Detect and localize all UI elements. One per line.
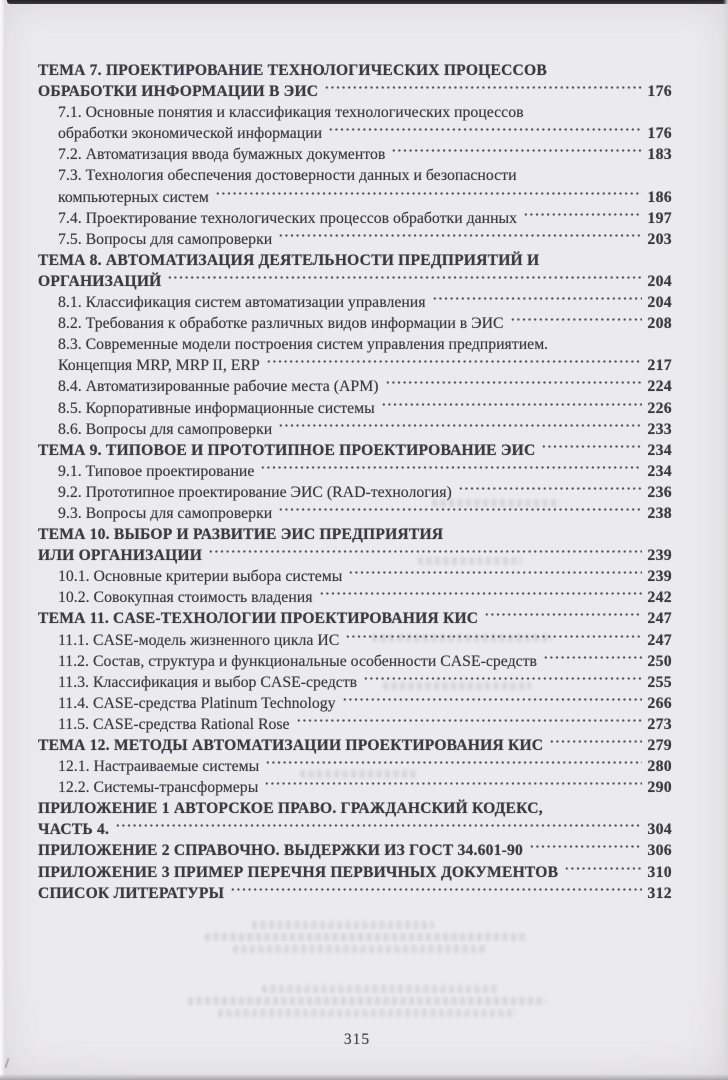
toc-entry-text: 10.1. Основные критерии выбора системы — [58, 568, 343, 586]
toc-page-number: 279 — [647, 737, 672, 754]
dot-leader — [540, 442, 642, 455]
toc-page-number: 312 — [647, 884, 672, 902]
toc-entry-text: 9.3. Вопросы для самопроверки — [58, 504, 273, 522]
toc-page-number: 238 — [647, 504, 672, 522]
toc-page-number: 290 — [647, 779, 672, 797]
toc-entry-text: ОРГАНИЗАЦИЙ — [38, 272, 162, 290]
toc-line — [38, 503, 672, 524]
toc-page-number: 208 — [647, 315, 672, 333]
toc-line — [38, 714, 672, 735]
toc-line — [38, 123, 672, 144]
toc-line — [38, 187, 672, 208]
dot-leader — [259, 463, 642, 476]
toc-entry-text: ТЕМА 10. ВЫБОР И РАЗВИТИЕ ЭИС ПРЕДПРИЯТИЯ — [38, 526, 444, 544]
toc-page-number: 233 — [647, 420, 672, 438]
toc-page-number: 203 — [647, 230, 672, 248]
toc-entry — [38, 292, 672, 313]
toc-entry — [38, 503, 672, 524]
toc-entry-text: ТЕМА 7. ПРОЕКТИРОВАНИЕ ТЕХНОЛОГИЧЕСКИХ ПРОЦЕССОВ — [38, 62, 547, 79]
toc-entry — [38, 735, 672, 756]
toc-line — [38, 735, 672, 756]
toc-page-number: 197 — [647, 209, 672, 227]
toc-line — [38, 102, 672, 123]
toc-entry — [38, 587, 672, 608]
bleed-through-artifact — [262, 985, 500, 993]
toc-line — [38, 566, 672, 587]
toc-page-number: 266 — [647, 694, 672, 712]
dot-leader — [431, 294, 643, 307]
toc-page-number: 226 — [647, 399, 672, 417]
toc-line — [38, 313, 672, 334]
toc-page-number: 280 — [647, 758, 672, 776]
toc-page-number: 242 — [647, 589, 672, 607]
toc-entry — [38, 608, 672, 629]
dot-leader — [277, 231, 642, 244]
toc-entry — [38, 524, 672, 566]
toc-entry-text: 7.5. Вопросы для самопроверки — [58, 230, 273, 248]
toc-line — [38, 883, 672, 904]
toc-entry-text: ПРИЛОЖЕНИЕ 3 ПРИМЕР ПЕРЕЧНЯ ПЕРВИЧНЫХ ДОКУМЕНТОВ — [38, 863, 559, 881]
dot-leader — [166, 273, 642, 286]
toc-line — [38, 229, 672, 250]
dot-leader — [263, 779, 642, 792]
toc-entry-text: СПИСОК ЛИТЕРАТУРЫ — [38, 884, 225, 902]
toc-page-number: 239 — [647, 547, 672, 565]
toc-line — [38, 271, 672, 292]
page-footer — [0, 1031, 714, 1049]
dot-leader — [207, 547, 642, 560]
toc-line — [38, 250, 672, 271]
toc-line — [38, 819, 672, 840]
toc-entry-text: компьютерных систем — [58, 188, 209, 206]
toc-entry-text: ПРИЛОЖЕНИЕ 2 СПРАВОЧНО. ВЫДЕРЖКИ ИЗ ГОСТ 34.601-90 — [38, 842, 523, 860]
toc-entry — [38, 777, 672, 798]
toc-line — [38, 608, 672, 629]
toc-line — [38, 777, 672, 798]
dot-leader — [344, 632, 642, 645]
dot-leader — [362, 674, 642, 687]
dot-leader — [295, 716, 643, 729]
toc-entry — [38, 798, 672, 840]
toc-entry-text: 7.1. Основные понятия и классификация технологических процессов — [58, 104, 524, 122]
toc-entry — [38, 229, 672, 250]
toc-page-number: 247 — [647, 631, 672, 649]
dot-leader — [509, 315, 643, 328]
toc-line — [38, 756, 672, 777]
toc-line — [38, 587, 672, 608]
toc-line — [38, 840, 672, 861]
toc-entry-text: 8.1. Классификация систем автоматизации управления — [58, 294, 426, 312]
toc-entry — [38, 714, 672, 735]
bleed-through-artifact — [218, 1009, 516, 1017]
scan-corner-mark — [5, 1058, 10, 1068]
toc-line — [38, 60, 672, 81]
toc-entry-text: 8.6. Вопросы для самопроверки — [58, 420, 273, 438]
toc-entry — [38, 208, 672, 229]
toc-page-number: 255 — [647, 673, 672, 691]
toc-entry-text: обработки экономической информации — [58, 125, 323, 143]
toc-line — [38, 334, 672, 355]
toc-entry — [38, 756, 672, 777]
toc-entry-text: Концепция MRP, MRP II, ERP — [58, 357, 260, 375]
toc-entry — [38, 693, 672, 714]
dot-leader — [341, 695, 643, 708]
toc-entry — [38, 144, 672, 165]
dot-leader — [563, 864, 642, 877]
toc-entry — [38, 862, 672, 883]
toc-entry — [38, 630, 672, 651]
toc-entry-text: 11.4. CASE-средства Platinum Technology — [58, 694, 336, 712]
toc-line — [38, 376, 672, 397]
toc-entry-text: 8.2. Требования к обработке различных видов информации в ЭИС — [58, 315, 504, 333]
toc-line — [38, 419, 672, 440]
dot-leader — [542, 653, 642, 666]
toc-entry — [38, 566, 672, 587]
toc-entry-text: 9.2. Прототипное проектирование ЭИС (RAD-технология) — [58, 483, 452, 501]
bleed-through-artifact — [252, 921, 434, 929]
dot-leader — [277, 421, 642, 434]
scan-edge-right — [723, 0, 728, 1080]
toc-entry-text: 8.3. Современные модели построения систем управления предприятием. — [58, 336, 549, 354]
toc-line — [38, 651, 672, 672]
toc-page-number: 239 — [647, 568, 672, 586]
toc-entry — [38, 651, 672, 672]
toc-page-number: 176 — [647, 83, 672, 101]
toc-entry-text: 11.2. Состав, структура и функциональные особенности CASE-средств — [58, 652, 537, 670]
toc-page-number: 273 — [647, 715, 672, 733]
dot-leader — [114, 821, 642, 834]
toc-entry — [38, 672, 672, 693]
toc-line — [38, 672, 672, 693]
toc-page-number: 204 — [647, 294, 672, 312]
dot-leader — [214, 189, 643, 202]
toc-entry — [38, 60, 672, 102]
toc-entry-text: 12.2. Системы-трансформеры — [58, 779, 259, 797]
toc-line — [38, 144, 672, 165]
toc-line — [38, 292, 672, 313]
toc-page-number: 250 — [647, 652, 672, 670]
bleed-through-artifact — [188, 997, 546, 1005]
toc-line — [38, 524, 672, 545]
dot-leader — [264, 758, 642, 771]
dot-leader — [229, 885, 642, 898]
toc-entry-text: 7.3. Технология обеспечения достоверности данных и безопасности — [58, 167, 517, 185]
dot-leader — [483, 610, 642, 623]
toc-page-number: 224 — [647, 378, 672, 396]
toc-entry-text: 11.5. CASE-средства Rational Rose — [58, 715, 290, 733]
toc-page-number: 234 — [647, 441, 672, 459]
toc-entry-text: 9.1. Типовое проектирование — [58, 462, 255, 480]
toc-page-number: 310 — [647, 863, 672, 881]
toc-entry — [38, 440, 672, 461]
page-number: 315 — [343, 1031, 371, 1048]
toc-entry — [38, 398, 672, 419]
toc-line — [38, 545, 672, 566]
toc-entry-text: ЧАСТЬ 4. — [38, 821, 110, 839]
dot-leader — [380, 400, 643, 413]
toc-line — [38, 208, 672, 229]
toc-page-number: 186 — [647, 188, 672, 206]
toc-line — [38, 630, 672, 651]
dot-leader — [390, 146, 642, 159]
toc-entry-text: 12.1. Настраиваемые системы — [58, 758, 260, 776]
dot-leader — [528, 842, 642, 855]
toc-line — [38, 482, 672, 503]
scan-edge-bottom — [0, 1074, 728, 1080]
toc-page-number: 234 — [647, 462, 672, 480]
toc-page-number: 217 — [647, 357, 672, 375]
toc-entry — [38, 102, 672, 144]
toc-entry-text: ИЛИ ОРГАНИЗАЦИИ — [38, 547, 203, 565]
toc-line — [38, 398, 672, 419]
dot-leader — [265, 357, 643, 370]
table-of-contents — [38, 60, 672, 904]
toc-entry — [38, 482, 672, 503]
toc-entry-text: 11.3. Классификация и выбор CASE-средств — [58, 673, 358, 691]
toc-entry — [38, 313, 672, 334]
toc-line — [38, 862, 672, 883]
toc-line — [38, 693, 672, 714]
toc-page-number: 176 — [647, 125, 672, 143]
toc-entry-text: 11.1. CASE-модель жизненного цикла ИС — [58, 631, 340, 649]
toc-line — [38, 440, 672, 461]
toc-entry — [38, 461, 672, 482]
toc-entry — [38, 419, 672, 440]
dot-leader — [457, 484, 643, 497]
toc-page-number: 306 — [647, 842, 672, 860]
toc-entry-text: 8.4. Автоматизированные рабочие места (АРМ) — [58, 378, 379, 396]
toc-line — [38, 798, 672, 819]
toc-entry — [38, 334, 672, 376]
toc-line — [38, 81, 672, 102]
dot-leader — [277, 505, 642, 518]
toc-entry-text: 8.5. Корпоративные информационные системы — [58, 399, 375, 417]
toc-entry-text: 7.2. Автоматизация ввода бумажных документов — [58, 146, 386, 164]
toc-entry-text: ОБРАБОТКИ ИНФОРМАЦИИ В ЭИС — [38, 83, 319, 101]
toc-page-number: 204 — [647, 272, 672, 290]
toc-entry-text: ТЕМА 11. CASE-ТЕХНОЛОГИИ ПРОЕКТИРОВАНИЯ КИС — [38, 610, 479, 628]
toc-entry-text: 10.2. Совокупная стоимость владения — [58, 589, 313, 607]
dot-leader — [347, 568, 642, 581]
toc-entry — [38, 376, 672, 397]
toc-page-number: 236 — [647, 483, 672, 501]
toc-entry-text: 7.4. Проектирование технологических процессов обработки данных — [58, 209, 518, 227]
toc-line — [38, 165, 672, 186]
toc-entry-text: ТЕМА 9. ТИПОВОЕ И ПРОТОТИПНОЕ ПРОЕКТИРОВАНИЕ ЭИС — [38, 441, 536, 459]
toc-line — [38, 461, 672, 482]
scan-edge-top — [7, 0, 728, 4]
dot-leader — [384, 378, 643, 391]
toc-page-number: 183 — [647, 146, 672, 164]
scan-edge-left — [0, 0, 4, 1080]
dot-leader — [323, 83, 642, 96]
toc-page-number: 304 — [647, 821, 672, 839]
toc-entry — [38, 840, 672, 861]
toc-page-number: 247 — [647, 610, 672, 628]
bleed-through-artifact — [233, 945, 485, 953]
dot-leader — [548, 737, 642, 750]
dot-leader — [318, 589, 643, 602]
dot-leader — [327, 125, 642, 138]
toc-entry — [38, 883, 672, 904]
toc-entry-text: ТЕМА 8. АВТОМАТИЗАЦИЯ ДЕЯТЕЛЬНОСТИ ПРЕДПРИЯТИЙ И — [38, 251, 540, 269]
dot-leader — [522, 210, 642, 223]
bleed-through-artifact — [205, 933, 527, 941]
toc-line — [38, 355, 672, 376]
toc-entry-text: ТЕМА 12. МЕТОДЫ АВТОМАТИЗАЦИИ ПРОЕКТИРОВАНИЯ КИС — [38, 737, 544, 754]
toc-entry-text: ПРИЛОЖЕНИЕ 1 АВТОРСКОЕ ПРАВО. ГРАЖДАНСКИЙ КОДЕКС, — [38, 800, 543, 818]
toc-entry — [38, 250, 672, 292]
toc-entry — [38, 165, 672, 207]
